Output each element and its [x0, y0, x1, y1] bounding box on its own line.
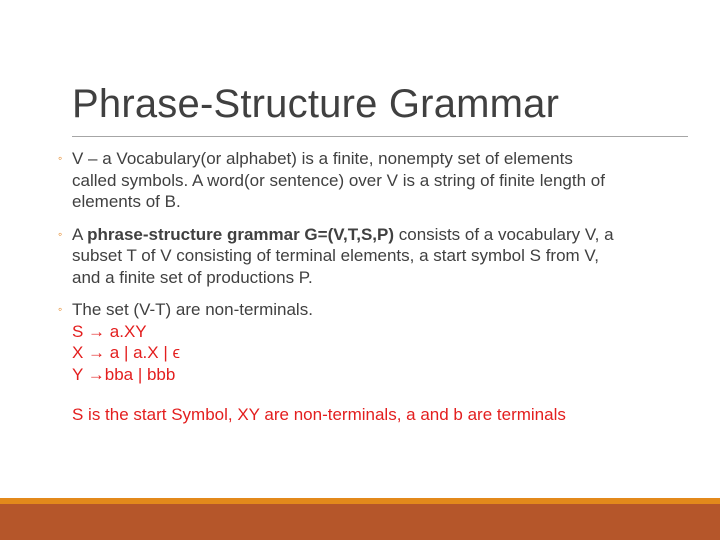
text-line: The set (V-T) are non-terminals. — [72, 300, 313, 319]
text-line: V – a Vocabulary(or alphabet) is a finite, nonempty set of elements — [72, 149, 573, 168]
production-rule: Y →bba | bbb — [72, 364, 176, 384]
bullet-icon: ◦ — [58, 302, 63, 316]
footer-accent-stripe — [0, 498, 720, 504]
slide-body — [58, 148, 688, 437]
production-rule: S → a.XY — [72, 321, 147, 341]
bullet-icon: ◦ — [58, 226, 63, 241]
title-divider — [72, 136, 688, 137]
text-line: subset T of V consisting of terminal elements, a start symbol S from V, — [72, 246, 599, 265]
paragraph-example — [58, 299, 688, 426]
paragraph-vocabulary — [58, 148, 688, 213]
text-run: A — [72, 224, 88, 244]
text-line: elements of B. — [72, 192, 181, 211]
text-line: called symbols. A word(or sentence) over V is a string of finite length of — [72, 170, 605, 190]
text-line — [72, 224, 688, 246]
slide-title: Phrase-Structure Grammar — [72, 82, 560, 126]
text-run: consists of a vocabulary V, a — [394, 224, 614, 244]
bullet-icon: ◦ — [58, 151, 63, 165]
production-rule: X → a | a.X | ϵ — [72, 343, 180, 362]
bold-term: phrase-structure grammar G=(V,T,S,P) — [87, 224, 395, 244]
footer-band — [0, 498, 720, 540]
paragraph-grammar-definition — [58, 224, 688, 289]
conclusion-line: S is the start Symbol, XY are non-terminals, a and b are terminals — [72, 405, 566, 424]
text-line: and a finite set of productions P. — [72, 267, 313, 287]
spacer — [72, 385, 688, 404]
